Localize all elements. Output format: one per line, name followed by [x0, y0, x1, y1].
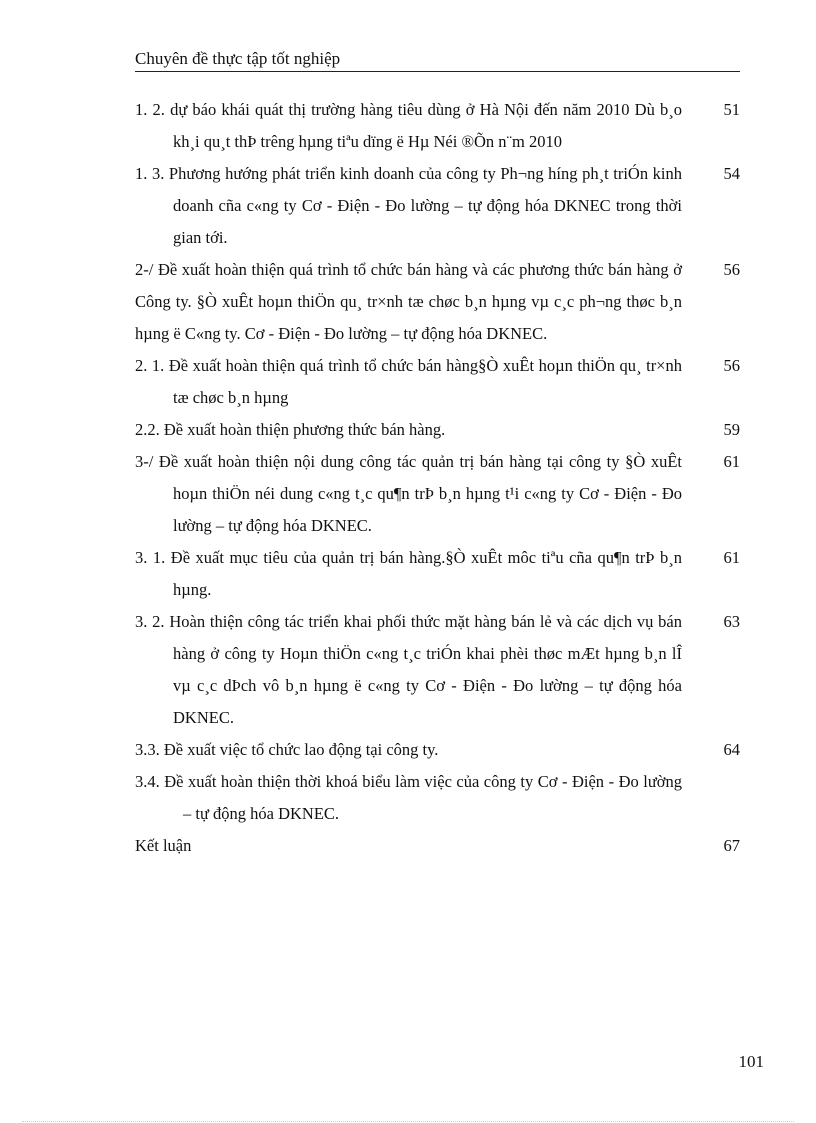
toc-entry-text: 2. 1. Đề xuất hoàn thiện quá trình tổ chức bán hàng§Ò xuÊt hoµn thiÖn qu¸ tr×nh tæ chøc b¸n hµng — [135, 356, 682, 407]
toc-entry-text: 3.3. Đề xuất việc tổ chức lao động tại công ty. — [135, 740, 439, 759]
page-bottom-divider — [22, 1121, 794, 1122]
toc-entry[interactable] — [135, 606, 740, 734]
toc-entry[interactable] — [135, 254, 740, 350]
toc-entry[interactable] — [135, 94, 740, 158]
toc-entry-page: 64 — [723, 740, 740, 759]
toc-entry-text: 2-/ Đề xuất hoàn thiện quá trình tổ chức bán hàng và các phương thức bán hàng ở Công ty. §Ò xuÊt hoµn thiÖn qu¸ tr×nh tæ chøc b¸n hµng vµ c¸c ph¬ng thøc b¸n hµng ë C«ng ty. Cơ - Điện - Đo lường – tự động hóa DKNEC. — [135, 260, 682, 343]
toc-entry-page: 56 — [723, 356, 740, 375]
toc-entry[interactable] — [135, 542, 740, 606]
table-of-contents — [135, 94, 740, 862]
toc-entry-text: 3-/ Đề xuất hoàn thiện nội dung công tác quản trị bán hàng tại công ty §Ò xuÊt hoµn thiÖn néi dung c«ng t¸c qu¶n trÞ b¸n hµng t¹i c«ng ty Cơ - Điện - Đo lường – tự động hóa DKNEC. — [135, 452, 682, 535]
toc-entry-page: 54 — [723, 164, 740, 183]
toc-entry-text: 3.4. Đề xuất hoàn thiện thời khoá biểu làm việc của công ty Cơ - Điện - Đo lường – tự động hóa DKNEC. — [135, 772, 682, 823]
toc-entry-text: 3. 2. Hoàn thiện công tác triển khai phối thức mặt hàng bán lẻ và các dịch vụ bán hàng ở công ty Hoµn thiÖn c«ng t¸c triÓn khai phèi thøc mÆt hµng b¸n lÎ vµ c¸c dÞch vô b¸n hµng ë c«ng ty Cơ - Điện - Đo lường – tự động hóa DKNEC. — [135, 612, 682, 727]
toc-entry-page: 63 — [723, 612, 740, 631]
toc-entry[interactable] — [135, 446, 740, 542]
toc-entry[interactable] — [135, 734, 740, 766]
toc-entry-page: 61 — [723, 548, 740, 567]
toc-entry-page: 59 — [723, 420, 740, 439]
toc-entry[interactable] — [135, 414, 740, 446]
toc-entry-text: 1. 3. Phương hướng phát triển kinh doanh của công ty Ph¬ng híng ph¸t triÓn kinh doanh cña c«ng ty Cơ - Điện - Đo lường – tự động hóa DKNEC trong thời gian tới. — [135, 164, 682, 247]
toc-entry[interactable] — [135, 158, 740, 254]
toc-entry-text: 1. 2. dự báo khái quát thị trường hàng tiêu dùng ở Hà Nội đến năm 2010 Dù b¸o kh¸i qu¸t thÞ trêng hµng tiªu dïng ë Hµ Néi ®Õn n¨m 2010 — [135, 100, 682, 151]
page-number: 101 — [738, 1052, 764, 1071]
toc-entry-text: 3. 1. Đề xuất mục tiêu của quản trị bán hàng.§Ò xuÊt môc tiªu cña qu¶n trÞ b¸n hµng. — [135, 548, 682, 599]
toc-entry-page: 67 — [723, 836, 740, 855]
toc-entry-page: 51 — [723, 100, 740, 119]
toc-entry-text: 2.2. Đề xuất hoàn thiện phương thức bán hàng. — [135, 420, 446, 439]
running-header: Chuyên đề thực tập tốt nghiệp — [135, 48, 740, 72]
toc-entry[interactable] — [135, 350, 740, 414]
toc-entry-page: 61 — [723, 452, 740, 471]
toc-entry[interactable] — [135, 830, 740, 862]
toc-entry[interactable] — [135, 766, 740, 830]
toc-entry-text: Kết luận — [135, 836, 192, 855]
toc-entry-page: 56 — [723, 260, 740, 279]
